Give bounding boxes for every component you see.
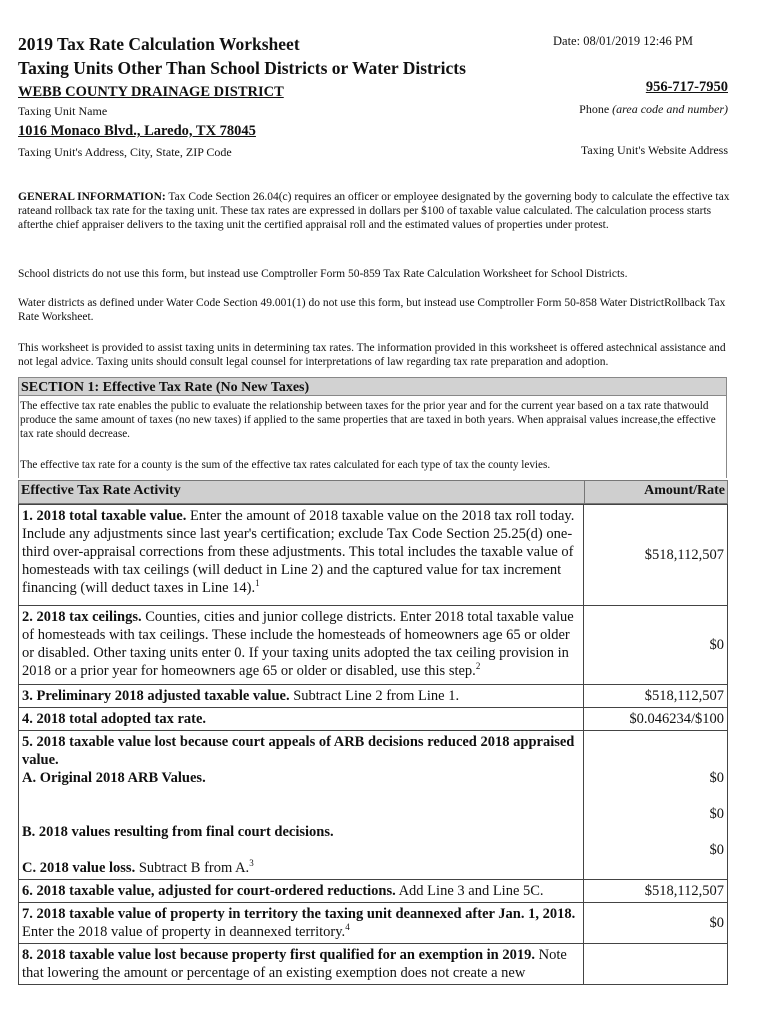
line-8-amount — [584, 944, 728, 985]
line-8-description — [19, 944, 584, 985]
section-border-left — [18, 396, 19, 478]
line-2-description — [19, 606, 584, 685]
section-1-description: The effective tax rate enables the public to evaluate the relationship between taxes for the prior year and for the current year based on a tax rate thatwould produce the same amount of taxes (no new taxes) if applied to the same properties that are taxed in both years. When appraisal values increase,the effective tax rate should decrease. — [20, 400, 716, 440]
line-5c-text: Subtract B from A. — [135, 860, 250, 876]
line-8-title: 8. 2018 taxable value lost because property first qualified for an exemption in 2019. — [22, 947, 535, 963]
footnote-1: 1 — [255, 578, 260, 589]
phone-label-prefix: Phone — [579, 102, 613, 116]
line-3-title: 3. Preliminary 2018 adjusted taxable value. — [22, 688, 290, 704]
line-7-title: 7. 2018 taxable value of property in territory the taxing unit deannexed after Jan. 1, 2018. — [22, 906, 576, 922]
line-3-description — [19, 685, 584, 708]
water-districts-note: Water districts as defined under Water Code Section 49.001(1) do not use this form, but instead use Comptroller Form 50-858 Water DistrictRollback Tax Rate Worksheet. — [18, 297, 726, 323]
section-1-county-note: The effective tax rate for a county is the sum of the effective tax rates calculated for each type of tax the county levies. — [20, 459, 551, 471]
line-7-text: Enter the 2018 value of property in deannexed territory. — [22, 924, 346, 940]
activity-table-header — [18, 480, 728, 504]
line-4-description — [19, 708, 584, 731]
line-8-text: Note that lowering the amount or percentage of an existing exemption does not create a new — [22, 947, 567, 981]
line-7-amount: $0 — [584, 903, 728, 944]
taxing-unit-address: 1016 Monaco Blvd., Laredo, TX 78045 — [18, 123, 256, 139]
line-6-amount: $518,112,507 — [584, 880, 728, 903]
line-7-description — [19, 903, 584, 944]
line-1-text: Enter the amount of 2018 taxable value on the 2018 tax roll today. Include any adjustments since last year's certification; exclude Tax Code Section 25.25(d) one-third over-appraisal corrections from these adjustments. This total includes the taxable value of homesteads with tax ceilings (will deduct in Line 2) and the captured value for tax increment financing (will deduct taxes in Line 14). — [22, 508, 575, 596]
footnote-4: 4 — [345, 922, 350, 933]
worksheet-subtitle: Taxing Units Other Than School Districts or Water Districts — [18, 58, 466, 78]
table-row — [19, 903, 728, 944]
line-4-title: 4. 2018 total adopted tax rate. — [22, 711, 207, 727]
table-row — [19, 944, 728, 985]
legal-advice-note: This worksheet is provided to assist taxing units in determining tax rates. The information provided in this worksheet is offered astechnical assistance and not legal advice. Taxing units should consult legal counsel for interpretations of law regarding tax rate preparation and adoption. — [18, 342, 726, 368]
taxing-unit-name-label: Taxing Unit Name — [18, 104, 108, 118]
line-5c-title: C. 2018 value loss. — [22, 860, 136, 876]
line-5-description — [19, 731, 584, 880]
phone-number: 956-717-7950 — [645, 79, 728, 95]
website-label: Taxing Unit's Website Address — [580, 143, 728, 157]
phone-label-italic: (area code and number) — [612, 102, 728, 116]
amount-column-header: Amount/Rate — [644, 483, 725, 498]
table-row — [19, 685, 728, 708]
line-5-amounts — [584, 731, 728, 880]
line-5a-title: A. Original 2018 ARB Values. — [22, 770, 206, 786]
line-5b-amount: $0 — [709, 806, 724, 822]
general-information-text: Tax Code Section 26.04(c) requires an officer or employee designated by the governing body to calculate the effective tax rateand rollback tax rate for the taxing unit. These tax rates are expressed in dollars per $100 of taxable value calculated. The calculation process starts afterthe chief appraiser delivers to the taxing unit the certified appraisal roll and the estimated values of properties under protest. — [18, 191, 730, 231]
activity-column-header: Effective Tax Rate Activity — [21, 483, 181, 498]
line-1-title: 1. 2018 total taxable value. — [22, 508, 187, 524]
phone-label — [579, 102, 728, 117]
line-5a-amount: $0 — [709, 770, 724, 786]
worksheet-title: 2019 Tax Rate Calculation Worksheet — [18, 34, 300, 54]
line-4-amount: $0.046234/$100 — [584, 708, 728, 731]
footnote-2: 2 — [475, 661, 481, 672]
table-row — [19, 606, 728, 685]
line-2-text: Counties, cities and junior college districts. Enter 2018 total taxable value of homesteads with tax ceilings. These include the homesteads of homeowners age 65 or older or disabled. Other taxing units enter 0. If your taxing units adopted the tax ceiling provision in 2018 or a prior year for homeowners age 65 or older or disabled, use this step. — [22, 609, 574, 679]
general-information-paragraph — [18, 190, 738, 232]
line-2-amount: $0 — [584, 606, 728, 685]
line-6-text: Add Line 3 and Line 5C. — [395, 883, 544, 899]
line-3-text: Subtract Line 2 from Line 1. — [289, 688, 460, 704]
line-1-description — [19, 505, 584, 606]
section-1-header: SECTION 1: Effective Tax Rate (No New Taxes) — [18, 377, 727, 396]
line-3-amount: $518,112,507 — [584, 685, 728, 708]
address-label: Taxing Unit's Address, City, State, ZIP Code — [18, 145, 232, 159]
line-6-title: 6. 2018 taxable value, adjusted for court-ordered reductions. — [22, 883, 396, 899]
line-6-description — [19, 880, 584, 903]
line-5-title: 5. 2018 taxable value lost because court appeals of ARB decisions reduced 2018 appraised value. — [22, 734, 575, 768]
line-1-amount: $518,112,507 — [584, 505, 728, 606]
header-divider — [584, 481, 585, 503]
school-districts-note: School districts do not use this form, but instead use Comptroller Form 50-859 Tax Rate Calculation Worksheet for School Districts. — [18, 268, 628, 280]
table-row — [19, 731, 728, 880]
footnote-3: 3 — [249, 858, 254, 869]
taxing-unit-name: WEBB COUNTY DRAINAGE DISTRICT — [18, 84, 284, 100]
general-information-heading: GENERAL INFORMATION: — [18, 191, 166, 203]
table-row — [19, 708, 728, 731]
line-2-title: 2. 2018 tax ceilings. — [22, 609, 142, 625]
line-5b-title: B. 2018 values resulting from final court decisions. — [22, 824, 334, 840]
activity-table — [18, 504, 728, 985]
line-5c-amount: $0 — [709, 842, 724, 858]
table-row — [19, 505, 728, 606]
table-row — [19, 880, 728, 903]
print-date: Date: 08/01/2019 12:46 PM — [553, 34, 693, 48]
